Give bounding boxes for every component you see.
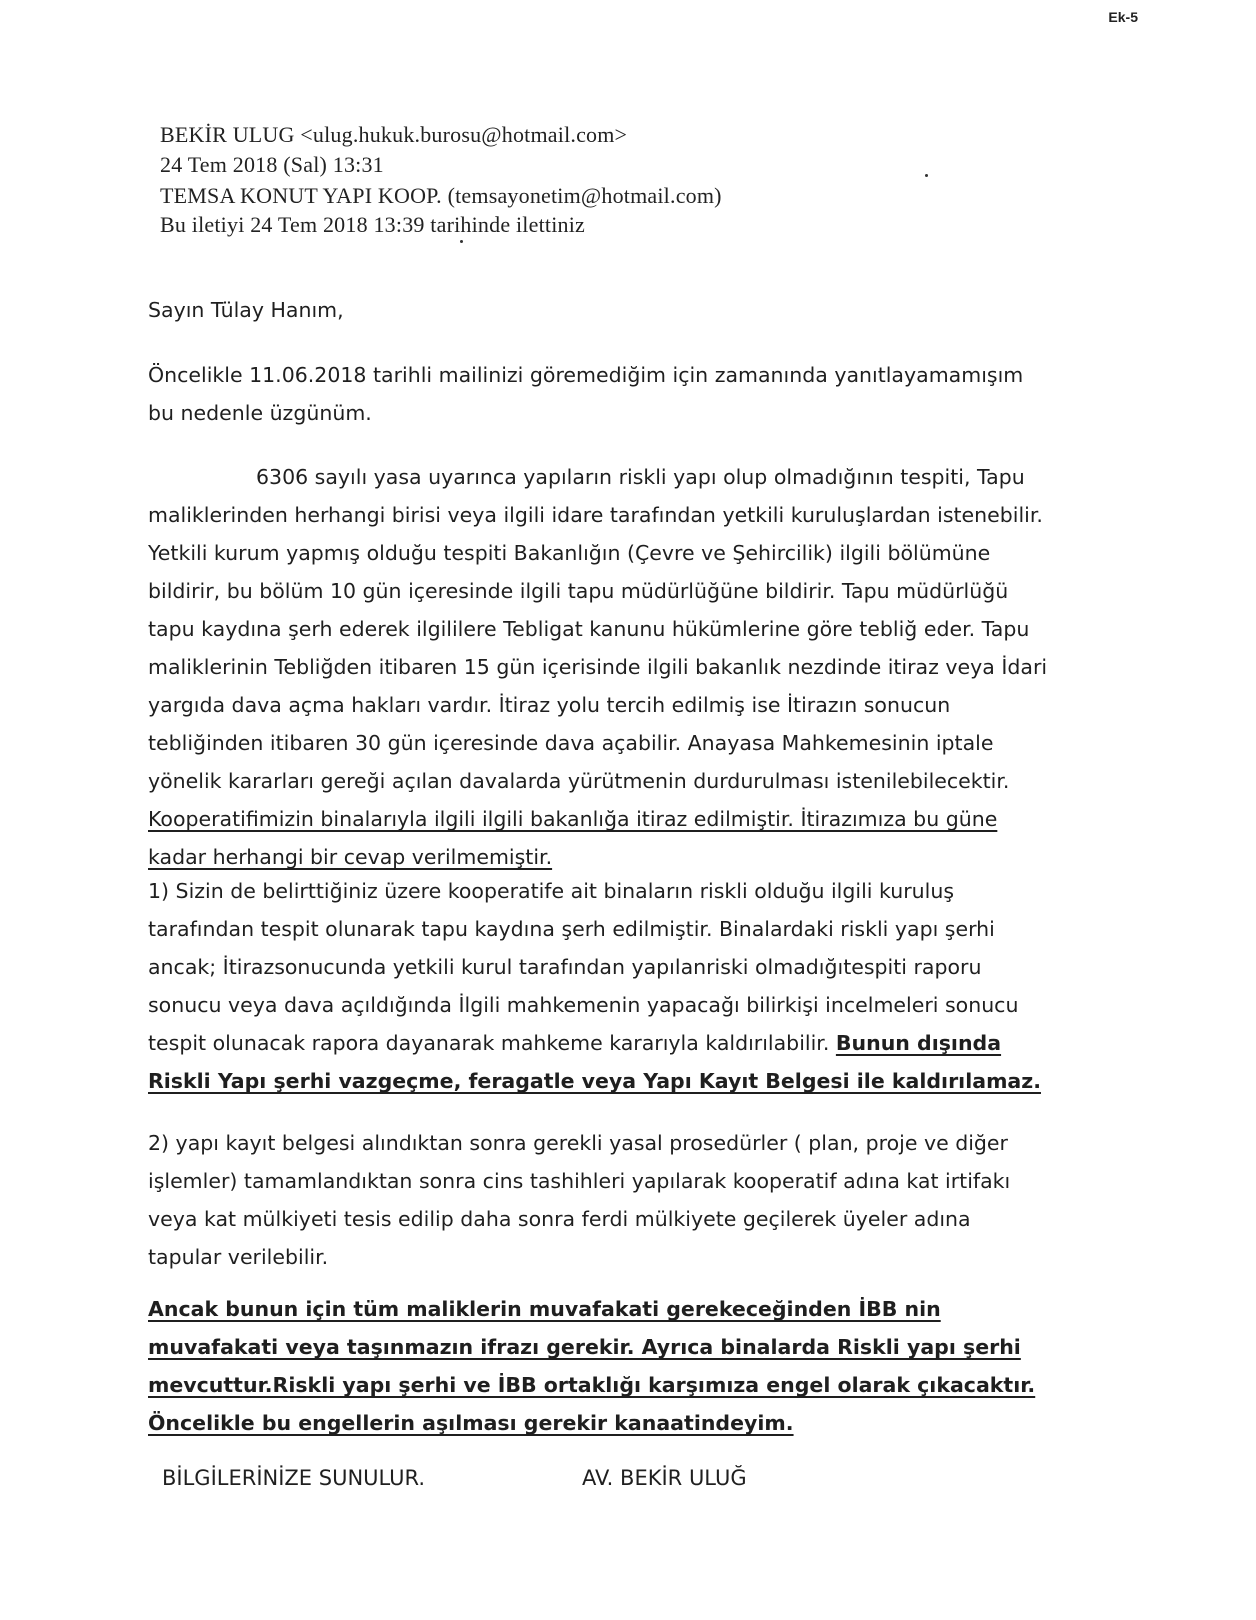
email-date: 24 Tem 2018 (Sal) 13:31 bbox=[160, 152, 384, 177]
paragraph-item-1-text: 1) Sizin de belirttiğiniz üzere kooperatife ait binaların riskli olduğu ilgili kuruluş tarafından tespit olunarak tapu kaydına şerh edilmiştir. Binalardaki riskli yapı şerhi ancak; İtirazsonucunda yetkili kurul tarafından yapılanriski olmadığıtespiti raporu sonucu veya dava açıldığında İlgili mahkemenin yapacağı bilirkişi incelmeleri sonucu tespit olunacak rapora dayanarak mahkeme kararıyla kaldırılabilir. bbox=[148, 879, 1019, 1055]
objection-note: Kooperatifimizin binalarıyla ilgili ilgili bakanlığa itiraz edilmiştir. İtirazımıza bu güne kadar herhangi bir cevap verilmemiştir. bbox=[148, 807, 998, 869]
email-from: BEKİR ULUG <ulug.hukuk.burosu@hotmail.com> bbox=[160, 122, 628, 147]
email-forward-note: Bu iletiyi 24 Tem 2018 13:39 tarihinde ilettiniz bbox=[160, 212, 585, 237]
closing-line: BİLGİLERİNİZE SUNULUR. bbox=[162, 1466, 426, 1490]
paragraph-intro: Öncelikle 11.06.2018 tarihli mailinizi göremediğim için zamanında yanıtlayamamışım bu nedenle üzgünüm. bbox=[148, 363, 1024, 425]
letter-greeting: Sayın Tülay Hanım, bbox=[148, 298, 344, 322]
paragraph-conclusion: Ancak bunun için tüm maliklerin muvafakati gerekeceğinden İBB nin muvafakati veya taşınmazın ifrazı gerekir. Ayrıca binalarda Riskli yapı şerhi mevcuttur.Riskli yapı şerhi ve İBB ortaklığı karşımıza engel olarak çıkacaktır. Öncelikle bu engellerin aşılması gerekir kanaatindeyim. bbox=[148, 1297, 1036, 1435]
email-to: TEMSA KONUT YAPI KOOP. (temsayonetim@hotmail.com) bbox=[160, 183, 722, 208]
annex-label: Ek-5 bbox=[1108, 9, 1138, 25]
paragraph-item-1-emphasis: Bunun dışında Riskli Yapı şerhi vazgeçme, feragatle veya Yapı Kayıt Belgesi ile kaldırılamaz. bbox=[148, 1031, 1041, 1093]
scan-speck bbox=[925, 174, 928, 177]
paragraph-item-2: 2) yapı kayıt belgesi alındıktan sonra gerekli yasal prosedürler ( plan, proje ve diğer işlemler) tamamlandıktan sonra cins tashihleri yapılarak kooperatif adına kat irtifakı veya kat mülkiyeti tesis edilip daha sonra ferdi mülkiyete geçilerek üyeler adına tapular verilebilir. bbox=[148, 1131, 1011, 1269]
paragraph-law-6306-text: 6306 sayılı yasa uyarınca yapıların riskli yapı olup olmadığının tespiti, Tapu maliklerinden herhangi birisi veya ilgili idare tarafından yetkili kuruluşlardan istenebilir. Yetkili kurum yapmış olduğu tespiti Bakanlığın (Çevre ve Şehircilik) ilgili bölümüne bildirir, bu bölüm 10 gün içeresinde ilgili tapu müdürlüğüne bildirir. Tapu müdürlüğü tapu kaydına şerh ederek ilgililere Tebligat kanunu hükümlerine göre tebliğ eder. Tapu maliklerinin Tebliğden itibaren 15 gün içerisinde ilgili bakanlık nezdinde itiraz veya İdari yargıda dava açma hakları vardır. İtiraz yolu tercih edilmiş ise İtirazın sonucun tebliğinden itibaren 30 gün içeresinde dava açabilir. Anayasa Mahkemesinin iptale yönelik kararları gereği açılan davalarda yürütmenin durdurulması istenilebilecektir. bbox=[148, 465, 1048, 793]
paragraph-item-1 bbox=[148, 872, 1048, 1100]
paragraph-law-6306 bbox=[148, 458, 1048, 876]
scan-speck bbox=[460, 240, 463, 243]
signature: AV. BEKİR ULUĞ bbox=[582, 1466, 747, 1490]
